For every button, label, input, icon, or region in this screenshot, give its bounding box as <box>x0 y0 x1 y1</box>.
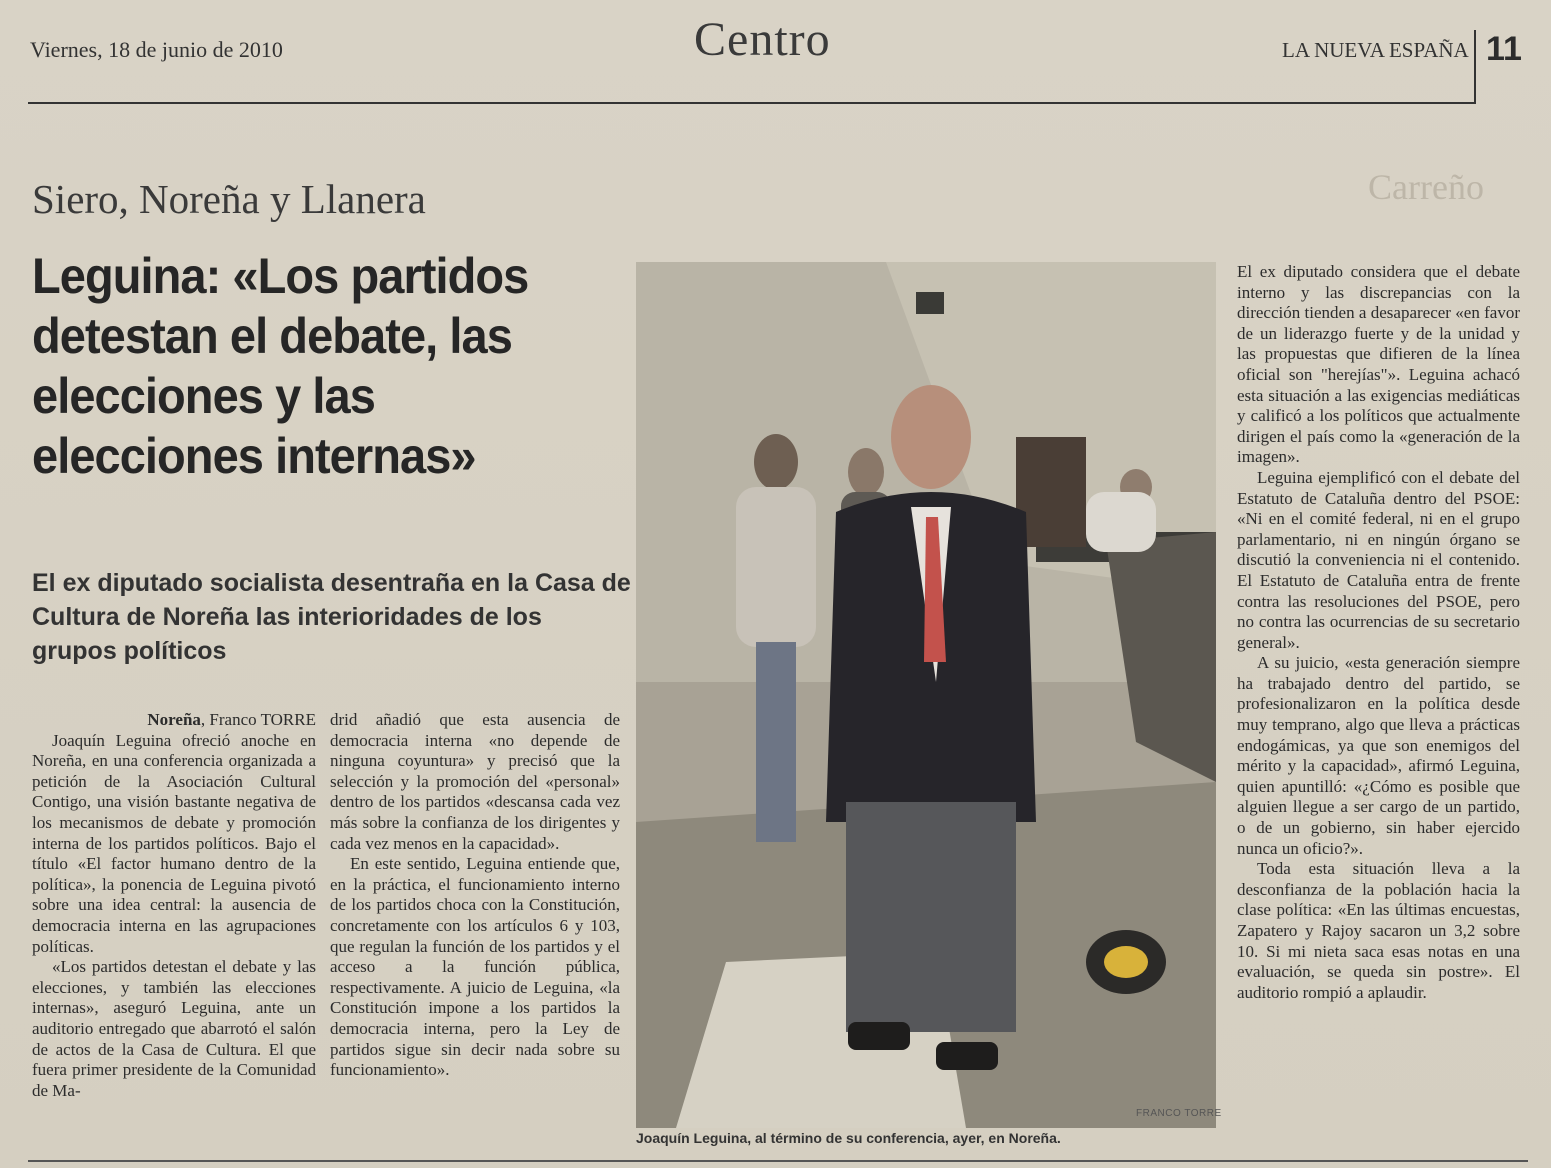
byline-author: Franco TORRE <box>209 710 316 729</box>
photo-illustration <box>636 262 1216 1128</box>
paragraph: Joaquín Leguina ofreció anoche en Noreña, en una conferencia organizada a petición de la Asociación Cultural Contigo, una visión bastante negativa de los mecanismos de debate y promoción interna de los partidos políticos. Bajo el título «El factor humano dentro de la política», la ponencia de Leguina pivotó sobre una idea central: la ausencia de democracia interna en las agrupaciones políticas. <box>32 730 316 956</box>
page-number: 11 <box>1486 30 1522 68</box>
header-rule <box>28 102 1476 104</box>
paragraph: El ex diputado considera que el debate interno y las discrepancias con la dirección tienden a desaparecer «en favor de un liderazgo fuerte y de la unidad y las propuestas que difieren de la línea oficial son "herejías"». Leguina achacó esta situación a las exigencias mediáticas y calificó a los políticos que actualmente dirigen el país como la «generación de la imagen». <box>1237 262 1520 467</box>
adjacent-page-section: Carreño <box>1368 167 1484 207</box>
article-photo <box>636 262 1216 1128</box>
photo-credit: FRANCO TORRE <box>1136 1108 1222 1119</box>
byline: Noreña, Franco TORRE <box>147 710 316 729</box>
local-section-title: Siero, Noreña y Llanera <box>32 176 426 222</box>
byline-place: Noreña <box>147 710 201 729</box>
article-column-2 <box>330 710 620 1081</box>
photo-caption: Joaquín Leguina, al término de su conferencia, ayer, en Noreña. <box>636 1130 1061 1146</box>
paragraph: Toda esta situación lleva a la desconfianza de la población hacia la clase política: «En las últimas encuestas, Zapatero y Rajoy sacaron un 3,2 sobre 10. Si mi nieta saca esas notas en una evaluación, se queda sin postre». El auditorio rompió a aplaudir. <box>1237 859 1520 1002</box>
newspaper-name: LA NUEVA ESPAÑA <box>1282 38 1469 62</box>
paragraph: En este sentido, Leguina entiende que, en la práctica, el funcionamiento interno de los partidos choca con la Constitución, concretamente con los artículos 6 y 103, que regulan la función de los partidos y el acceso a la función pública, respectivamente. A juicio de Leguina, «la Constitución impone a los partidos la democracia interna, pero la Ley de partidos sigue sin decir nada sobre su funcionamiento». <box>330 854 620 1080</box>
headline: Leguina: «Los partidos detestan el debate, las elecciones y las elecciones internas» <box>32 248 529 484</box>
paragraph: «Los partidos detestan el debate y las elecciones, y también las elecciones internas», aseguró Leguina, ante un auditorio entregado que abarrotó el salón de actos de la Casa de Cultura. El que fuera primer presidente de la Comunidad de Ma- <box>32 957 316 1100</box>
subheadline: El ex diputado socialista desentraña en la Casa de Cultura de Noreña las interioridades de los grupos políticos <box>32 569 631 665</box>
article-column-1 <box>32 710 316 1101</box>
paragraph: Leguina ejemplificó con el debate del Estatuto de Cataluña dentro del PSOE: «Ni en el comité federal, ni en el grupo parlamentario, ni en ningún órgano se discutió la conveniencia ni el contenido. El Estatuto de Cataluña entra de frente contra las resoluciones del PSOE, pero no contra las ocurrencias de su secretario general». <box>1237 467 1520 652</box>
header-divider <box>1474 30 1476 104</box>
paragraph: drid añadió que esta ausencia de democracia interna «no depende de ninguna coyuntura» y precisó que la selección y la promoción del «personal» dentro de los partidos «descansa cada vez más sobre la confianza de los dirigentes y cada vez menos en la capacidad». <box>330 710 620 853</box>
paragraph: A su juicio, «esta generación siempre ha trabajado dentro del partido, se profesionalizaron en la política desde muy temprano, algo que lleva a prácticas endogámicas, ya que son enemigos del mérito y la capacidad», afirmó Leguina, quien apuntilló: «¿Cómo es posible que alguien llegue a ser cargo de un partido, o de un gobierno, sin haber ejercido nunca un oficio?». <box>1237 653 1520 858</box>
section-name: Centro <box>694 13 831 66</box>
issue-date: Viernes, 18 de junio de 2010 <box>30 37 283 62</box>
page-bottom-rule <box>28 1160 1528 1162</box>
article-column-3 <box>1237 262 1520 1003</box>
